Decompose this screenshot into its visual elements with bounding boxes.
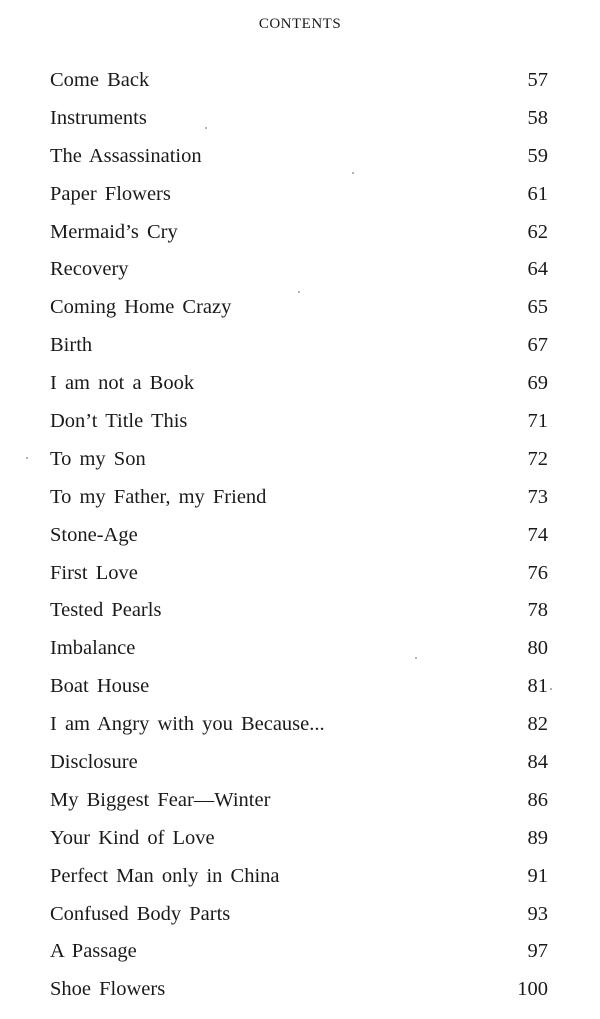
toc-entry [0, 744, 600, 782]
table-of-contents [0, 62, 600, 1009]
toc-entry-page: 78 [527, 599, 548, 622]
toc-entry-title: A Passage [50, 940, 137, 963]
toc-entry-title: First Love [50, 561, 138, 584]
toc-entry-page: 64 [527, 258, 548, 281]
toc-entry [0, 251, 600, 289]
toc-entry [0, 289, 600, 327]
toc-entry [0, 858, 600, 896]
toc-entry [0, 668, 600, 706]
toc-entry [0, 630, 600, 668]
scan-speck [352, 172, 354, 174]
toc-entry-title: Stone-Age [50, 523, 138, 546]
toc-entry [0, 214, 600, 252]
toc-entry-page: 80 [527, 637, 548, 660]
toc-entry-page: 59 [527, 144, 548, 167]
toc-entry-page: 72 [527, 447, 548, 470]
toc-entry-title: Birth [50, 334, 93, 357]
toc-entry-page: 58 [527, 106, 548, 129]
toc-entry [0, 706, 600, 744]
scan-speck [415, 657, 417, 659]
toc-entry-page: 61 [527, 182, 548, 205]
toc-entry-page: 97 [527, 940, 548, 963]
toc-entry-title: Recovery [50, 258, 129, 281]
toc-entry-title: Paper Flowers [50, 182, 171, 205]
toc-entry-title: Shoe Flowers [50, 978, 166, 1001]
toc-entry-page: 82 [527, 713, 548, 736]
toc-entry-page: 73 [527, 485, 548, 508]
toc-entry-title: Your Kind of Love [50, 826, 215, 849]
toc-entry-page: 57 [527, 69, 548, 91]
toc-entry-page: 65 [527, 296, 548, 319]
toc-entry-title: The Assassination [50, 144, 202, 167]
toc-entry [0, 592, 600, 630]
toc-entry-title: Don’t Title This [50, 410, 188, 433]
toc-entry-page: 91 [527, 864, 548, 887]
toc-entry-page: 93 [527, 902, 548, 925]
toc-entry [0, 896, 600, 934]
toc-entry-title: I am Angry with you Because... [50, 713, 325, 736]
toc-entry [0, 327, 600, 365]
toc-entry-title: Tested Pearls [50, 599, 162, 622]
toc-entry-title: To my Son [50, 447, 146, 470]
toc-entry [0, 479, 600, 517]
toc-entry-title: Come Back [50, 69, 150, 91]
toc-entry [0, 176, 600, 214]
toc-entry-page: 81 [527, 675, 548, 698]
scan-speck [550, 688, 552, 690]
toc-entry-page: 86 [527, 788, 548, 811]
toc-entry-title: Disclosure [50, 751, 138, 774]
toc-entry [0, 62, 600, 100]
toc-entry [0, 403, 600, 441]
toc-entry [0, 971, 600, 1009]
toc-entry-page: 71 [527, 410, 548, 433]
toc-entry-page: 89 [527, 826, 548, 849]
toc-entry-title: To my Father, my Friend [50, 485, 267, 508]
toc-entry [0, 820, 600, 858]
scan-speck [298, 291, 300, 293]
toc-entry-page: 100 [517, 978, 548, 1001]
toc-entry-title: Instruments [50, 106, 147, 129]
toc-entry [0, 782, 600, 820]
toc-entry-title: My Biggest Fear—Winter [50, 788, 271, 811]
toc-entry [0, 517, 600, 555]
toc-entry-title: Coming Home Crazy [50, 296, 232, 319]
toc-entry-page: 74 [527, 523, 548, 546]
toc-entry-page: 84 [527, 751, 548, 774]
scan-speck [26, 457, 28, 459]
toc-entry [0, 933, 600, 971]
toc-entry-page: 67 [527, 334, 548, 357]
toc-entry-title: Boat House [50, 675, 150, 698]
toc-entry-page: 69 [527, 372, 548, 395]
toc-entry [0, 100, 600, 138]
toc-entry-title: Imbalance [50, 637, 136, 660]
toc-entry-title: Confused Body Parts [50, 902, 231, 925]
toc-entry-page: 76 [527, 561, 548, 584]
toc-entry-title: Perfect Man only in China [50, 864, 280, 887]
toc-entry-title: I am not a Book [50, 372, 195, 395]
toc-entry [0, 555, 600, 593]
toc-entry-title: Mermaid’s Cry [50, 220, 178, 243]
contents-heading: CONTENTS [258, 16, 342, 32]
scan-speck [205, 127, 207, 129]
toc-entry [0, 365, 600, 403]
toc-entry-page: 62 [527, 220, 548, 243]
toc-entry [0, 138, 600, 176]
toc-entry [0, 441, 600, 479]
